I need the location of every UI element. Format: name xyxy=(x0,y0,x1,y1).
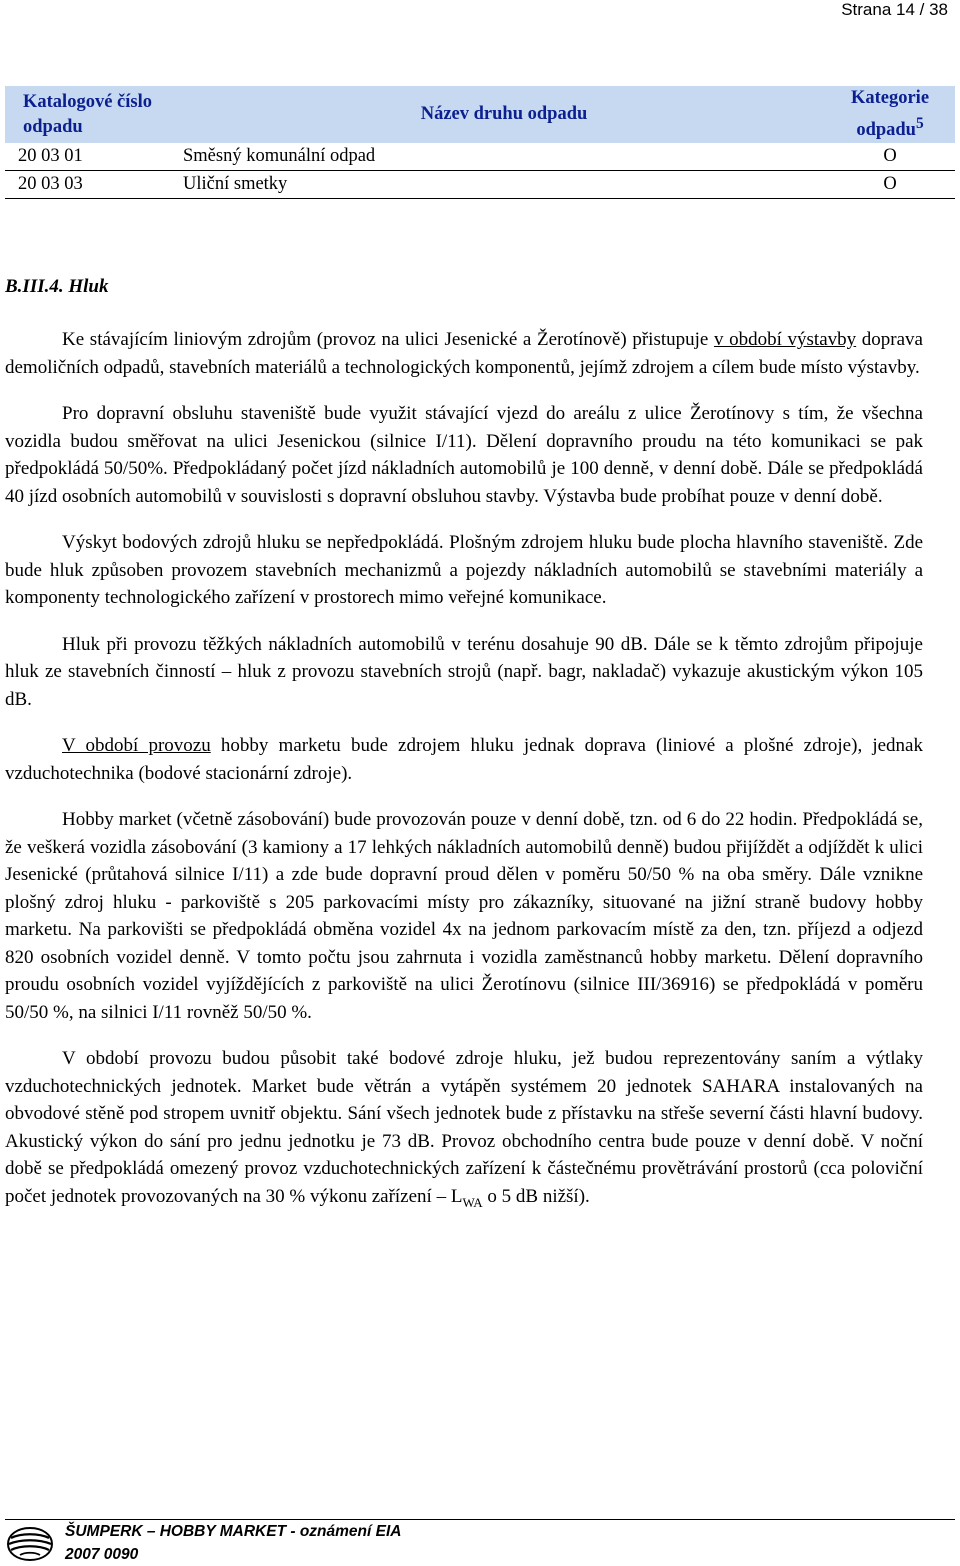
paragraph-1-text-a: Ke stávajícím liniovým zdrojům (provoz na ulici Jesenické a Žerotínově) přistupuje xyxy=(62,329,714,350)
section-number: B.III.4. xyxy=(5,276,64,297)
paragraph-5 xyxy=(5,732,923,787)
table-row xyxy=(5,143,955,171)
footer-project: ŠUMPERK – HOBBY MARKET - oznámení EIA xyxy=(65,1523,402,1540)
paragraph-3: Výskyt bodových zdrojů hluku se nepředpokládá. Plošným zdrojem hluku bude plocha hlavního staveniště. Zde bude hluk způsoben provozem stavebních mechanizmů a pojezdy nákladních automobilů se stavebními materiály a komponenty technologického zařízení v prostorech mimo veřejné komunikace. xyxy=(5,532,923,608)
paragraph-7 xyxy=(5,1045,923,1210)
paragraph-7-text-b: o 5 dB nižší). xyxy=(482,1185,590,1207)
paragraph-7-subscript: WA xyxy=(462,1194,483,1210)
cell-name: Směsný komunální odpad xyxy=(183,143,825,171)
paragraph-2: Pro dopravní obsluhu staveniště bude využit stávající vjezd do areálu z ulice Žerotínovy s tím, že všechna vozidla budou směřovat na ulici Jesenickou (silnice I/11). Dělení dopravního proudu na této komunikaci se pak předpokládá 50/50%. Předpokládaný počet jízd nákladních automobilů je 100 denně, v denní době. Dále se předpokládá 40 jízd osobních automobilů v souvislosti s dopravní obsluhou stavby. Výstavba bude probíhat pouze v denní době. xyxy=(5,403,923,507)
header-waste-code: Katalogové číslo odpadu xyxy=(5,86,183,143)
waste-table xyxy=(5,86,955,199)
paragraph-5-text: hobby marketu bude zdrojem hluku jednak doprava (liniové a plošné zdroje), jednak vzduchotechnika (bodové stacionární zdroje). xyxy=(5,735,923,784)
header-category-footnote: 5 xyxy=(915,115,924,132)
paragraph-7-text-a: V období provozu budou působit také bodové zdroje hluku, jež budou reprezentovány saním a výtlaky vzduchotechnických jednotek. Market bude větrán a vytápěn systémem 20 jednotek SAHARA instalovaných na obvodové stěně pod stropem uvnitř objektu. Sání všech jednotek bude z přístavku na střeše severní části hlavní budovy. Akustický výkon do sání pro jednu jednotku je 73 dB. Provoz obchodního centra bude pouze v denní době. V noční době se předpokládá omezený provoz vzduchotechnických zařízení k částečnému provětrávání prostorů (cca poloviční počet jednotek provozovaných na 30 % výkonu zařízení – L xyxy=(5,1048,923,1207)
paragraph-4: Hluk při provozu těžkých nákladních automobilů v terénu dosahuje 90 dB. Dále se k těmto zdrojům připojuje hluk ze stavebních činností – hluk z provozu stavebních strojů (např. bagr, nakladač) vykazuje akustickým výkon 105 dB. xyxy=(5,633,923,710)
paragraph-1-text-c: doprava demoličních odpadů, stavebních materiálů a technologických komponentů, jejímž zdrojem a cílem bude místo výstavby. xyxy=(5,329,923,378)
table-row xyxy=(5,171,955,199)
cell-category: O xyxy=(825,143,955,171)
section-heading xyxy=(5,275,108,299)
paragraph-6: Hobby market (včetně zásobování) bude provozován pouze v denní době, tzn. od 6 do 22 hodin. Předpokládá se, že veškerá vozidla zásobování (3 kamiony a 17 lehkých nákladních automobilů denně) budou přijíždět a odjíždět k ulici Jesenické (průtahová silnice I/11) a zde bude dopravní proud dělen v poměru 50/50 % na oba směry. Dále vznikne plošný zdroj hluku - parkoviště s 205 parkovacími místy pro zákazníky, situované na jižní straně budovy hobby marketu. Na parkovišti se předpokládá obměna vozidel 4x na jednom parkovacím místě za den, tzn. příjezd a odjezd 820 osobních vozidel denně. V tomto počtu jsou zahrnuta i vozidla zaměstnanců hobby marketu. Dělení dopravního proudu osobních vozidel vyjíždějících z parkoviště na ulici Žerotínovu (silnice III/36916) se předpokládá v poměru 50/50 %, na silnici I/11 rovněž 50/50 %. xyxy=(5,809,923,1023)
page-footer xyxy=(5,1519,955,1566)
paragraph-5-underlined: V období provozu xyxy=(62,735,211,756)
cell-name: Uliční smetky xyxy=(183,171,825,199)
cell-code: 20 03 03 xyxy=(5,171,183,199)
cell-code: 20 03 01 xyxy=(5,143,183,171)
cell-category: O xyxy=(825,171,955,199)
page-number: Strana 14 / 38 xyxy=(841,0,948,19)
paragraph-1 xyxy=(5,326,923,381)
header-category-label: Kategorie odpadu xyxy=(850,88,930,141)
table-header-row xyxy=(5,86,955,143)
paragraph-1-underlined: v období výstavby xyxy=(713,329,857,350)
section-title: Hluk xyxy=(68,276,109,297)
header-waste-name: Název druhu odpadu xyxy=(183,86,825,143)
body-text xyxy=(5,326,923,1229)
header-waste-category xyxy=(825,86,955,143)
footer-code: 2007 0090 xyxy=(65,1546,139,1563)
company-logo-icon xyxy=(5,1525,55,1563)
